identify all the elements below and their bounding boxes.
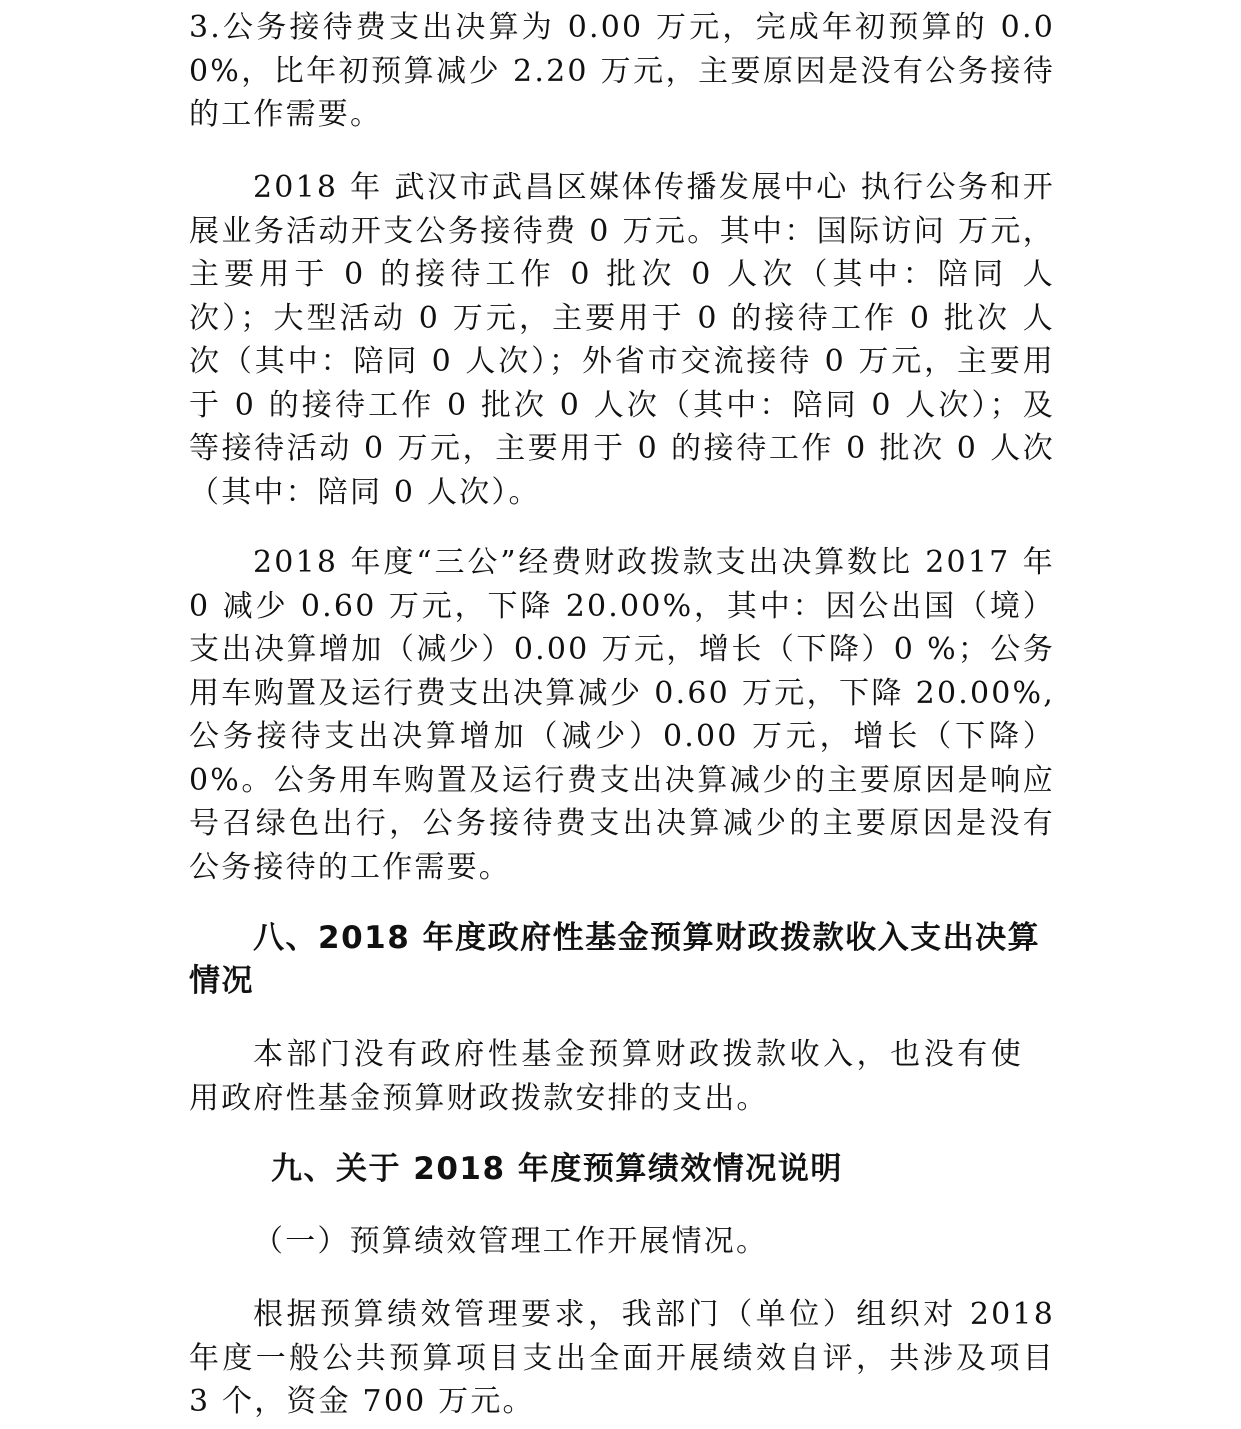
paragraph-performance-self-evaluation: 根据预算绩效管理要求，我部门（单位）组织对 2018 年度一般公共预算项目支出全面开展绩效自评，共涉及项目 3 个，资金 700 万元。: [189, 1297, 1055, 1419]
section-heading-performance: 九、关于 2018 年度预算绩效情况说明: [271, 1151, 843, 1187]
paragraph-reception-expense-summary: 3.公务接待费支出决算为 0.00 万元，完成年初预算的 0.00%，比年初预算减少 2.20 万元，主要原因是没有公务接待的工作需要。: [189, 10, 1055, 132]
paragraph-government-fund-none: 本部门没有政府性基金预算财政拨款收入，也没有使用政府性基金预算财政拨款安排的支出。: [189, 1037, 1023, 1116]
section-heading-government-fund: 八、2018 年度政府性基金预算财政拨款收入支出决算情况: [189, 920, 1041, 999]
paragraph-reception-expense-detail: 2018 年 武汉市武昌区媒体传播发展中心 执行公务和开展业务活动开支公务接待费 0 万元。其中：国际访问 万元，主要用于 0 的接待工作 0 批次 0 人次（其中：陪同 人次）；大型活动 0 万元，主要用于 0 的接待工作 0 批次 人次（其中：陪同 0 人次）；外省市交流接待 0 万元，主要用于 0 的接待工作 0 批次 0 人次（其中：陪同 0 人次）；及 等接待活动 0 万元，主要用于 0 的接待工作 0 批次 0 人次（其中：陪同 0 人次）。: [189, 170, 1055, 510]
paragraph-three-public-expenses-comparison: 2018 年度“三公”经费财政拨款支出决算数比 2017 年 0 减少 0.60 万元，下降 20.00%，其中：因公出国（境）支出决算增加（减少）0.00 万元，增长（下降）0 %；公务用车购置及运行费支出决算减少 0.60 万元，下降 20.00%,公务接待支出决算增加（减少）0.00 万元，增长（下降）0%。公务用车购置及运行费支出决算减少的主要原因是响应号召绿色出行，公务接待费支出决算减少的主要原因是没有公务接待的工作需要。: [189, 545, 1055, 885]
paragraph-performance-management-title: （一）预算绩效管理工作开展情况。: [253, 1224, 769, 1259]
